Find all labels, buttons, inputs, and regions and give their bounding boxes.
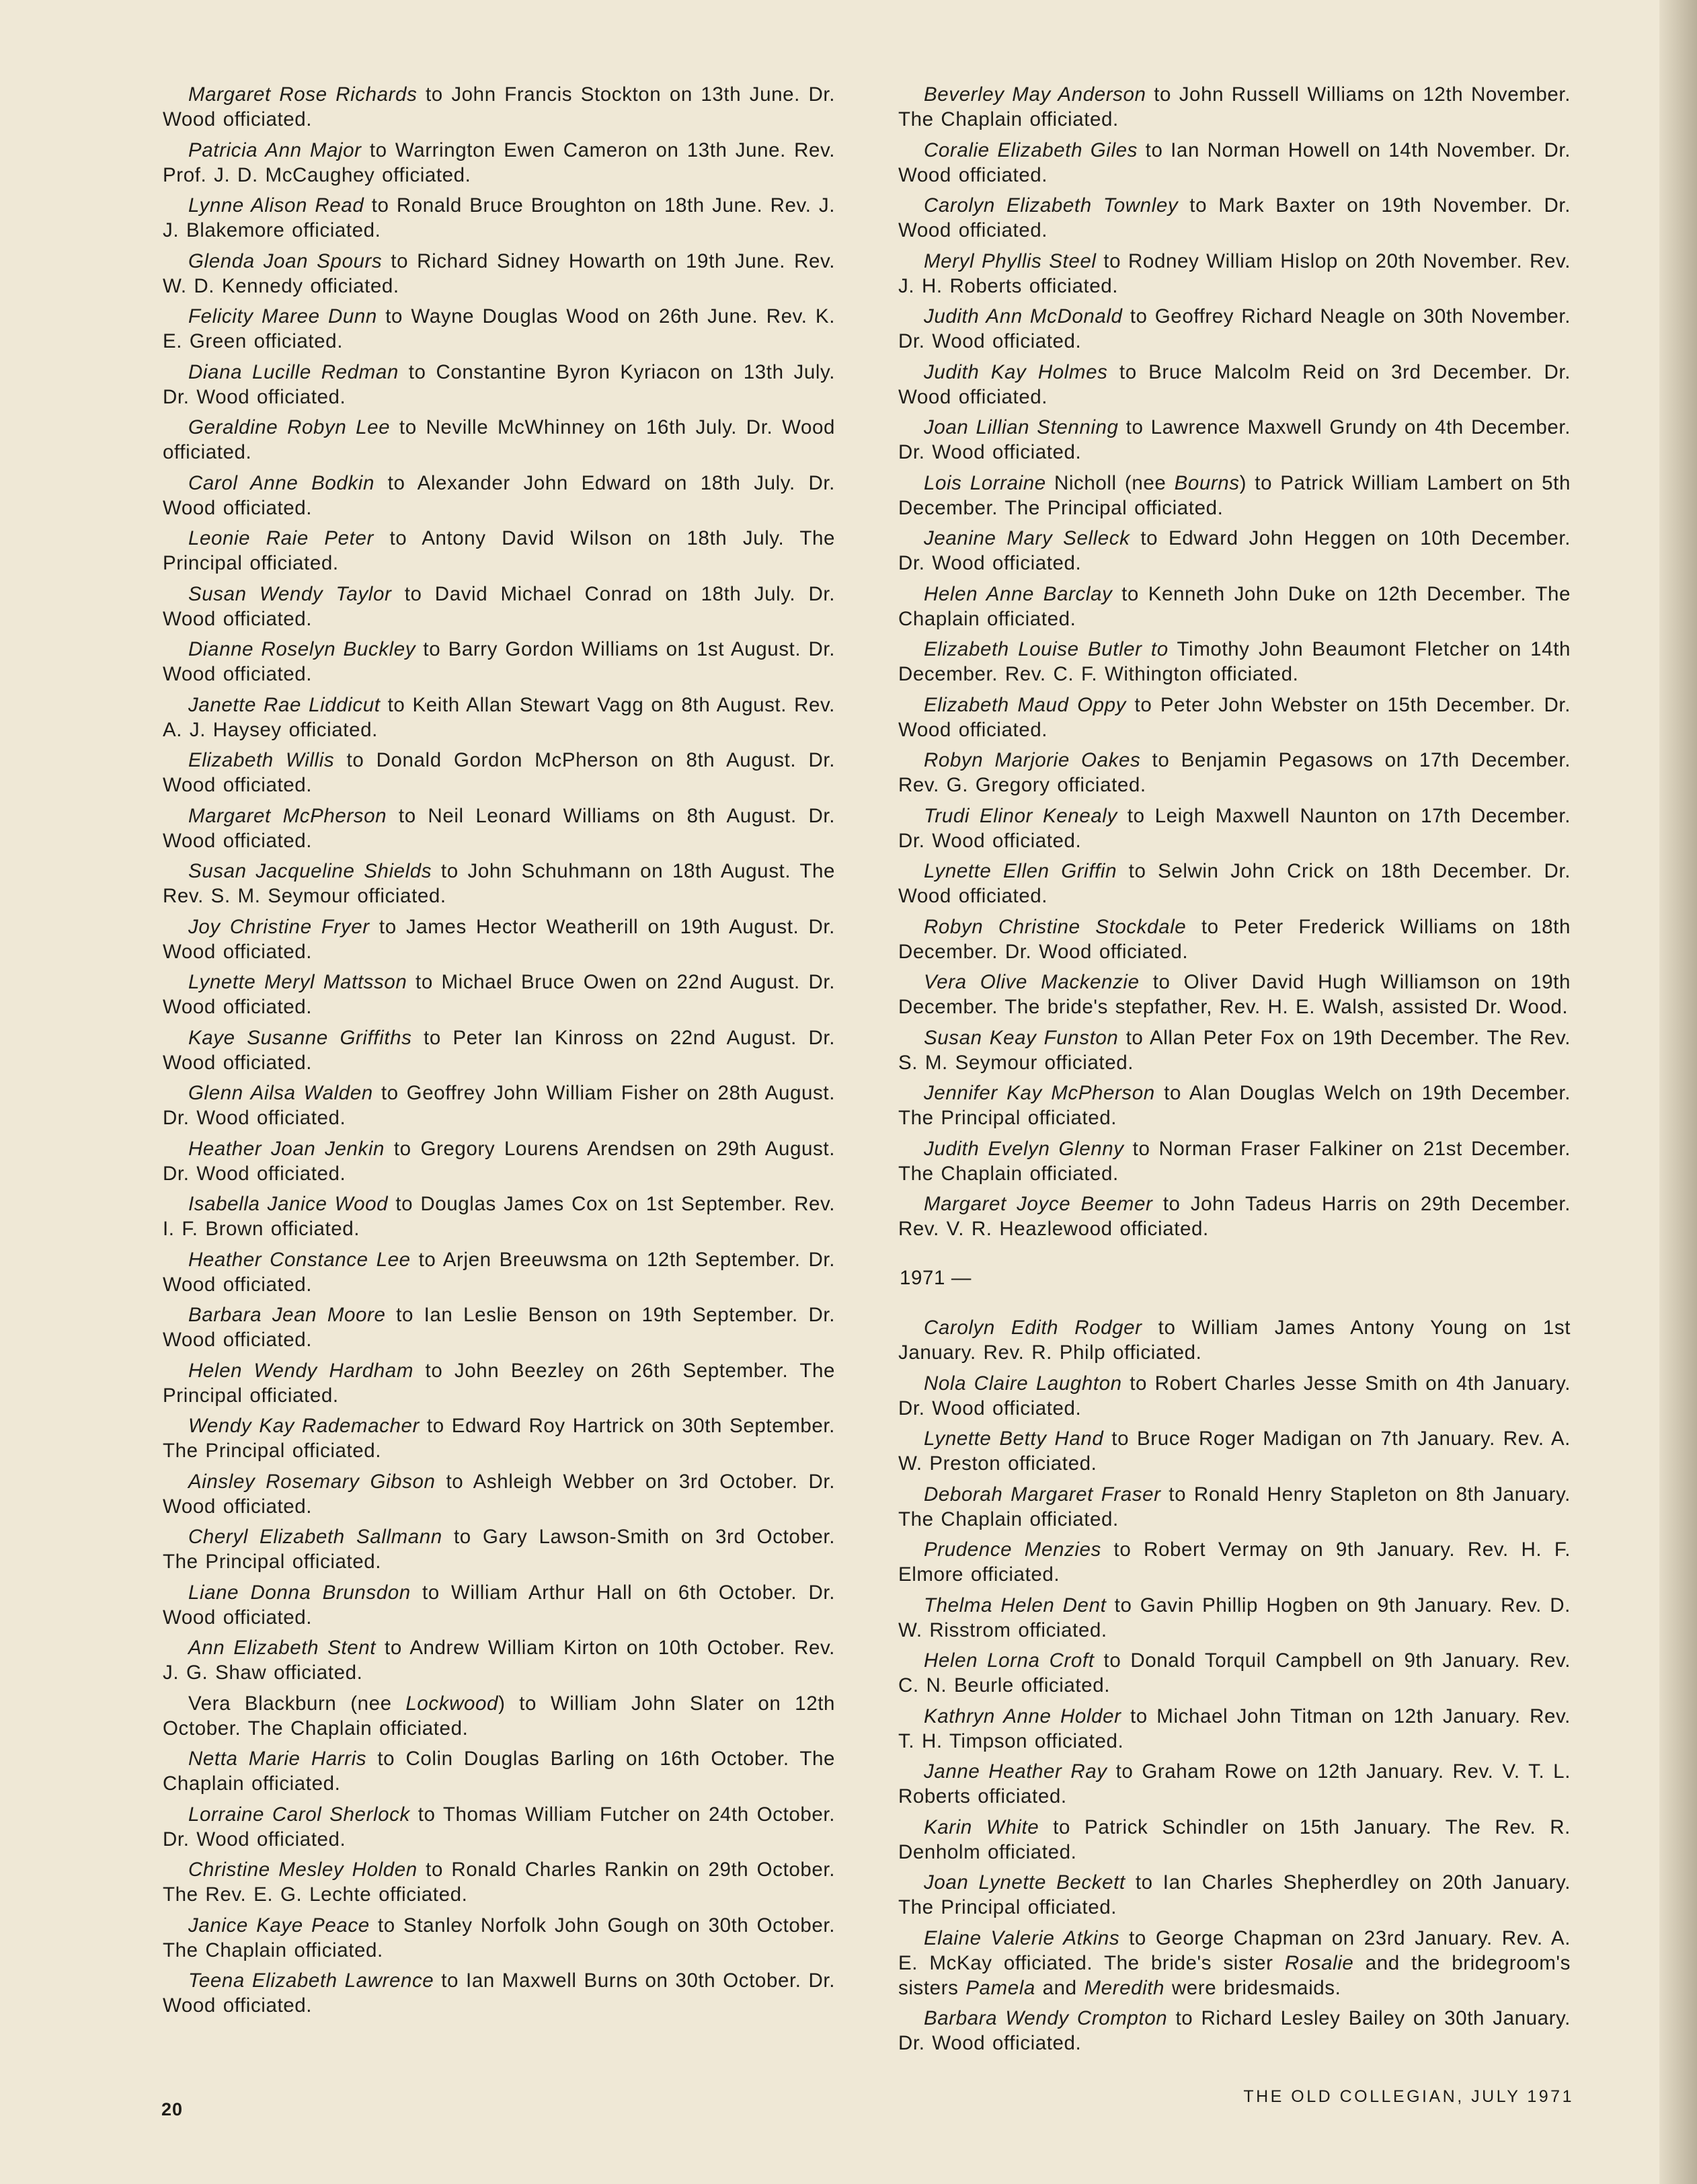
entry-name: Kathryn Anne Holder <box>924 1705 1121 1727</box>
entry-text: to Alexander John Edward on 18th July. Dr. Wood officiated. <box>163 471 835 519</box>
entry-text: to Peter Ian Kinross on 22nd August. Dr. Wood officiated. <box>163 1026 836 1074</box>
entry-text: to Richard Lesley Bailey on 30th January. Dr. Wood officiated. <box>898 2007 1571 2054</box>
entry-name: Janice Kaye Peace <box>188 1914 370 1937</box>
wedding-entry <box>163 1302 835 1352</box>
entry-text: to Bruce Malcolm Reid on 3rd December. Dr. Wood officiated. <box>898 360 1571 408</box>
entry-text: and the bridegroom's sisters <box>898 1951 1571 1999</box>
entry-text: to Peter Frederick Williams on 18th December. Dr. Wood officiated. <box>898 915 1571 963</box>
entry-text: to Oliver David Hugh Williamson on 19th December. The bride's stepfather, Rev. H. E. Walsh, assisted Dr. Wood. <box>898 971 1571 1018</box>
entry-name: Joan Lillian Stenning <box>924 416 1119 438</box>
wedding-entry <box>163 804 835 853</box>
entry-name: Susan Wendy Taylor <box>188 582 392 605</box>
entry-text: to Geoffrey John William Fisher on 28th August. Dr. Wood officiated. <box>163 1082 835 1129</box>
wedding-entry <box>898 748 1571 797</box>
entry-name: Trudi Elinor Kenealy <box>924 804 1117 827</box>
entry-name: Lynette Meryl Mattsson <box>188 971 407 993</box>
entry-name: Helen Wendy Hardham <box>188 1359 413 1382</box>
wedding-entry <box>898 1593 1571 1643</box>
wedding-entry <box>898 82 1571 132</box>
entry-name: Deborah Margaret Fraser <box>924 1483 1161 1506</box>
entry-text: to Robert Charles Jesse Smith on 4th January. Dr. Wood officiated. <box>898 1372 1571 1419</box>
wedding-entry <box>898 415 1571 465</box>
entry-text: to Ian Charles Shepherdley on 20th January. The Principal officiated. <box>898 1871 1571 1918</box>
wedding-entry <box>163 193 835 243</box>
wedding-entry <box>163 526 835 576</box>
entry-name: Barbara Wendy Crompton <box>924 2007 1168 2029</box>
entry-name: Isabella Janice Wood <box>188 1193 389 1215</box>
entry-text: to Benjamin Pegasows on 17th December. Rev. G. Gregory officiated. <box>898 749 1571 796</box>
entry-text: to William Arthur Hall on 6th October. Dr. Wood officiated. <box>163 1581 835 1629</box>
wedding-entry <box>163 1913 835 1963</box>
entry-text: to Ian Norman Howell on 14th November. Dr. Wood officiated. <box>898 139 1571 186</box>
wedding-entry <box>163 249 835 299</box>
entry-text: to John Russell Williams on 12th November. The Chaplain officiated. <box>898 83 1571 130</box>
entry-name: Lorraine Carol Sherlock <box>188 1803 410 1826</box>
entry-text: to Antony David Wilson on 18th July. The Principal officiated. <box>163 527 835 574</box>
wedding-entry <box>163 1025 835 1075</box>
entry-text: to Ronald Bruce Broughton on 18th June. Rev. J. J. Blakemore officiated. <box>163 194 835 241</box>
wedding-entry <box>898 1482 1571 1532</box>
wedding-entry <box>898 1648 1571 1698</box>
wedding-entry <box>898 1136 1571 1186</box>
entry-name: Geraldine Robyn Lee <box>188 416 391 438</box>
entry-text: to Warrington Ewen Cameron on 13th June. Rev. Prof. J. D. McCaughey officiated. <box>163 139 835 186</box>
entry-text: to Edward Roy Hartrick on 30th September. The Principal officiated. <box>163 1415 835 1462</box>
entry-name: Elaine Valerie Atkins <box>924 1926 1120 1949</box>
entry-text: were bridesmaids. <box>1165 1976 1341 1999</box>
wedding-entry <box>163 1691 835 1741</box>
entry-name: Judith Kay Holmes <box>924 360 1108 383</box>
entry-name: Helen Lorna Croft <box>924 1649 1095 1672</box>
entry-name: Lynne Alison Read <box>188 194 364 217</box>
wedding-entry <box>163 1802 835 1852</box>
entry-name: Judith Ann McDonald <box>924 305 1123 327</box>
entry-name: Glenn Ailsa Walden <box>188 1082 373 1104</box>
entry-text: to Mark Baxter on 19th November. Dr. Wood officiated. <box>898 194 1571 241</box>
entry-name: Ainsley Rosemary Gibson <box>188 1470 436 1493</box>
wedding-entry <box>898 138 1571 188</box>
entry-text: to George Chapman on 23rd January. Rev. A. E. McKay officiated. The bride's sister <box>898 1926 1571 1974</box>
entry-name: Robyn Christine Stockdale <box>924 915 1187 938</box>
entry-name: Barbara Jean Moore <box>188 1304 386 1326</box>
wedding-entry <box>163 1081 835 1130</box>
wedding-entry <box>163 138 835 188</box>
entry-text: to Ronald Henry Stapleton on 8th January. The Chaplain officiated. <box>898 1483 1571 1530</box>
wedding-entry <box>898 193 1571 243</box>
entry-text: to Ian Maxwell Burns on 30th October. Dr. Wood officiated. <box>163 1970 835 2017</box>
entry-text: to Lawrence Maxwell Grundy on 4th December. Dr. Wood officiated. <box>898 416 1571 463</box>
wedding-entry <box>898 1815 1571 1865</box>
entry-name: Diana Lucille Redman <box>188 360 399 383</box>
entry-text: to Donald Torquil Campbell on 9th January. Rev. C. N. Beurle officiated. <box>898 1649 1571 1696</box>
wedding-entry <box>898 637 1571 687</box>
entry-name: Netta Marie Harris <box>188 1748 367 1770</box>
left-column <box>163 82 835 2024</box>
entry-name: Janne Heather Ray <box>924 1760 1107 1783</box>
entry-name: Lynette Betty Hand <box>924 1428 1104 1450</box>
entry-text: to Gavin Phillip Hogben on 9th January. Rev. D. W. Risstrom officiated. <box>898 1594 1571 1641</box>
entry-text: to Edward John Heggen on 10th December. Dr. Wood officiated. <box>898 527 1571 574</box>
entry-text: to Barry Gordon Williams on 1st August. Dr. Wood officiated. <box>163 638 835 685</box>
entry-text: to Thomas William Futcher on 24th October. Dr. Wood officiated. <box>163 1803 835 1850</box>
entry-text: to Gary Lawson-Smith on 3rd October. The Principal officiated. <box>163 1526 835 1573</box>
entry-name: Liane Donna Brunsdon <box>188 1581 411 1604</box>
wedding-entry <box>898 1315 1571 1365</box>
wedding-entry <box>163 748 835 797</box>
entry-name: Elizabeth Maud Oppy <box>924 693 1126 716</box>
entry-name: Carol Anne Bodkin <box>188 471 374 494</box>
right-column <box>898 82 1571 2062</box>
entry-text: to Selwin John Crick on 18th December. Dr. Wood officiated. <box>898 860 1571 907</box>
entry-text: to Leigh Maxwell Naunton on 17th December. Dr. Wood officiated. <box>898 804 1571 852</box>
wedding-entry <box>163 637 835 687</box>
entry-name: Thelma Helen Dent <box>924 1594 1107 1616</box>
wedding-entry <box>898 859 1571 908</box>
entry-name: Meredith <box>1084 1976 1165 1999</box>
wedding-entry <box>163 1746 835 1796</box>
entry-name: Susan Keay Funston <box>924 1026 1119 1049</box>
entry-text: to Richard Sidney Howarth on 19th June. Rev. W. D. Kennedy officiated. <box>163 249 835 297</box>
entry-name: Ann Elizabeth Stent <box>188 1637 376 1659</box>
entry-text: to Graham Rowe on 12th January. Rev. V. T. L. Roberts officiated. <box>898 1760 1571 1807</box>
wedding-entry <box>163 1247 835 1297</box>
entry-name: Elizabeth Louise Butler to <box>924 638 1169 660</box>
wedding-entry <box>163 582 835 631</box>
entry-name: Margaret Rose Richards <box>188 83 418 106</box>
entry-text: to John Beezley on 26th September. The Principal officiated. <box>163 1359 835 1407</box>
wedding-entry <box>898 970 1571 1019</box>
entry-name: Dianne Roselyn Buckley <box>188 638 416 660</box>
entry-text: to John Schuhmann on 18th August. The Rev. S. M. Seymour officiated. <box>163 860 835 907</box>
entry-text: to Wayne Douglas Wood on 26th June. Rev. K. E. Green officiated. <box>163 305 836 352</box>
wedding-entry <box>898 1926 1571 2000</box>
entry-text: to John Tadeus Harris on 29th December. Rev. V. R. Heazlewood officiated. <box>898 1193 1571 1240</box>
entry-text: to Geoffrey Richard Neagle on 30th November. Dr. Wood officiated. <box>898 305 1571 352</box>
entry-text: to Michael Bruce Owen on 22nd August. Dr. Wood officiated. <box>163 971 835 1018</box>
entry-text: to James Hector Weatherill on 19th August. Dr. Wood officiated. <box>163 915 835 963</box>
wedding-entry <box>163 1524 835 1574</box>
wedding-entry <box>898 582 1571 631</box>
wedding-entry <box>898 1025 1571 1075</box>
right-column-1970-entries <box>898 82 1571 1241</box>
entry-text: to Stanley Norfolk John Gough on 30th October. The Chaplain officiated. <box>163 1914 835 1961</box>
entry-name: Bourns <box>1174 471 1240 494</box>
wedding-entry <box>163 471 835 520</box>
wedding-entry <box>163 1358 835 1408</box>
wedding-entry <box>163 1469 835 1519</box>
wedding-entry <box>163 82 835 132</box>
entry-text: to Rodney William Hislop on 20th November. Rev. J. H. Roberts officiated. <box>898 249 1571 297</box>
entry-text: Vera Blackburn (nee <box>188 1692 406 1715</box>
entry-name: Meryl Phyllis Steel <box>924 249 1097 272</box>
entry-text: to Donald Gordon McPherson on 8th August. Dr. Wood officiated. <box>163 749 836 796</box>
entry-name: Joan Lynette Beckett <box>924 1871 1126 1894</box>
entry-name: Cheryl Elizabeth Sallmann <box>188 1526 442 1548</box>
entry-name: Wendy Kay Rademacher <box>188 1415 420 1437</box>
wedding-entry <box>898 914 1571 964</box>
entry-text: to John Francis Stockton on 13th June. Dr. Wood officiated. <box>163 83 836 130</box>
wedding-entry <box>898 1081 1571 1130</box>
entry-text: to Arjen Breeuwsma on 12th September. Dr. Wood officiated. <box>163 1248 835 1296</box>
entry-name: Helen Anne Barclay <box>924 582 1113 605</box>
entry-name: Margaret McPherson <box>188 804 387 827</box>
right-column-1971-entries <box>898 1315 1571 2056</box>
entry-name: Jeanine Mary Selleck <box>924 527 1130 549</box>
wedding-entry <box>163 693 835 742</box>
entry-text: to Ian Leslie Benson on 19th September. Dr. Wood officiated. <box>163 1304 835 1351</box>
page-number: 20 <box>161 2099 184 2119</box>
entry-name: Janette Rae Liddicut <box>188 693 381 716</box>
wedding-entry <box>163 1192 835 1241</box>
entry-name: Carolyn Edith Rodger <box>924 1317 1142 1339</box>
entry-text: to Neville McWhinney on 16th July. Dr. Wood officiated. <box>163 416 835 463</box>
entry-text: to Ronald Charles Rankin on 29th October. The Rev. E. G. Lechte officiated. <box>163 1859 835 1906</box>
entry-text: Timothy John Beaumont Fletcher on 14th December. Rev. C. F. Withington officiated. <box>898 638 1571 685</box>
publication-footer: THE OLD COLLEGIAN, JULY 1971 <box>1243 2087 1574 2106</box>
entry-text: to Andrew William Kirton on 10th October. Rev. J. G. Shaw officiated. <box>163 1637 835 1684</box>
wedding-entry <box>898 693 1571 742</box>
entry-name: Teena Elizabeth Lawrence <box>188 1970 434 1992</box>
entry-text: to Patrick Schindler on 15th January. The Rev. R. Denholm officiated. <box>898 1816 1571 1863</box>
entry-name: Vera Olive Mackenzie <box>924 971 1140 993</box>
wedding-entry <box>163 914 835 964</box>
entry-text: to Constantine Byron Kyriacon on 13th July. Dr. Wood officiated. <box>163 360 835 408</box>
page-spine-shadow <box>1659 0 1697 2184</box>
entry-name: Carolyn Elizabeth Townley <box>924 194 1179 217</box>
wedding-entry <box>163 1635 835 1685</box>
entry-text: to Keith Allan Stewart Vagg on 8th August. Rev. A. J. Haysey officiated. <box>163 693 835 741</box>
wedding-entry <box>163 304 835 354</box>
wedding-entry <box>163 859 835 908</box>
entry-name: Nola Claire Laughton <box>924 1372 1122 1395</box>
wedding-entry <box>898 360 1571 410</box>
entry-text: to Peter John Webster on 15th December. Dr. Wood officiated. <box>898 693 1571 741</box>
entry-name: Kaye Susanne Griffiths <box>188 1026 412 1049</box>
entry-name: Lockwood <box>405 1692 499 1715</box>
entry-text: to Norman Fraser Falkiner on 21st December. The Chaplain officiated. <box>898 1137 1571 1185</box>
entry-name: Felicity Maree Dunn <box>188 305 377 327</box>
entry-name: Patricia Ann Major <box>188 139 362 161</box>
entry-name: Rosalie <box>1284 1951 1354 1974</box>
entry-name: Lynette Ellen Griffin <box>924 860 1117 882</box>
year-heading: 1971 — <box>900 1267 972 1289</box>
entry-text: to David Michael Conrad on 18th July. Dr. Wood officiated. <box>163 582 836 630</box>
entry-text: to Alan Douglas Welch on 19th December. The Principal officiated. <box>898 1082 1571 1129</box>
wedding-entry <box>898 1192 1571 1241</box>
entry-name: Heather Joan Jenkin <box>188 1137 385 1160</box>
wedding-entry <box>898 1759 1571 1809</box>
entry-name: Prudence Menzies <box>924 1538 1101 1561</box>
entry-name: Pamela <box>965 1976 1035 1999</box>
wedding-entry <box>163 1968 835 2018</box>
entry-text: to Robert Vermay on 9th January. Rev. H. F. Elmore officiated. <box>898 1538 1571 1586</box>
wedding-entry <box>163 970 835 1019</box>
entry-name: Elizabeth Willis <box>188 749 335 771</box>
wedding-entry <box>898 1371 1571 1421</box>
wedding-entry <box>898 249 1571 299</box>
wedding-entry <box>163 1857 835 1907</box>
wedding-entry <box>898 526 1571 576</box>
entry-text: Nicholl (nee <box>1045 471 1175 494</box>
entry-name: Heather Constance Lee <box>188 1248 411 1271</box>
wedding-entry <box>898 1426 1571 1476</box>
entry-text: ) to William John Slater on 12th October. The Chaplain officiated. <box>163 1692 835 1740</box>
entry-text: to Douglas James Cox on 1st September. Rev. I. F. Brown officiated. <box>163 1193 835 1240</box>
entry-text: to Bruce Roger Madigan on 7th January. Rev. A. W. Preston officiated. <box>898 1428 1571 1475</box>
entry-name: Margaret Joyce Beemer <box>924 1193 1153 1215</box>
entry-name: Judith Evelyn Glenny <box>924 1137 1124 1160</box>
entry-name: Glenda Joan Spours <box>188 249 383 272</box>
entry-text: to Kenneth John Duke on 12th December. The Chaplain officiated. <box>898 582 1571 630</box>
wedding-entry <box>163 1580 835 1630</box>
entry-name: Coralie Elizabeth Giles <box>924 139 1138 161</box>
wedding-entry <box>898 304 1571 354</box>
wedding-entry <box>898 1704 1571 1754</box>
wedding-entry <box>163 1136 835 1186</box>
entry-name: Joy Christine Fryer <box>188 915 370 938</box>
entry-name: Susan Jacqueline Shields <box>188 860 432 882</box>
entry-text: to Michael John Titman on 12th January. Rev. T. H. Timpson officiated. <box>898 1705 1571 1752</box>
wedding-entry <box>898 1537 1571 1587</box>
wedding-entry <box>898 471 1571 520</box>
entry-text: to Ashleigh Webber on 3rd October. Dr. Wood officiated. <box>163 1470 835 1518</box>
entry-name: Jennifer Kay McPherson <box>924 1082 1155 1104</box>
entry-name: Lois Lorraine <box>924 471 1046 494</box>
entry-name: Robyn Marjorie Oakes <box>924 749 1141 771</box>
wedding-entry <box>898 1870 1571 1920</box>
entry-name: Beverley May Anderson <box>924 83 1146 106</box>
wedding-entry <box>898 804 1571 853</box>
entry-text: ) to Patrick William Lambert on 5th December. The Principal officiated. <box>898 471 1571 519</box>
entry-text: to Allan Peter Fox on 19th December. The Rev. S. M. Seymour officiated. <box>898 1026 1571 1074</box>
wedding-entry <box>163 415 835 465</box>
entry-name: Karin White <box>924 1816 1039 1838</box>
entry-text: to Colin Douglas Barling on 16th October. The Chaplain officiated. <box>163 1748 835 1795</box>
wedding-entry <box>163 360 835 410</box>
entry-text: to Neil Leonard Williams on 8th August. Dr. Wood officiated. <box>163 804 835 852</box>
entry-name: Christine Mesley Holden <box>188 1859 418 1881</box>
wedding-entry <box>898 2006 1571 2056</box>
wedding-entry <box>163 1413 835 1463</box>
entry-name: Leonie Raie Peter <box>188 527 374 549</box>
entry-text: to William James Antony Young on 1st January. Rev. R. Philp officiated. <box>898 1317 1571 1364</box>
entry-text: to Gregory Lourens Arendsen on 29th August. Dr. Wood officiated. <box>163 1137 835 1185</box>
entry-text: and <box>1035 1976 1084 1999</box>
